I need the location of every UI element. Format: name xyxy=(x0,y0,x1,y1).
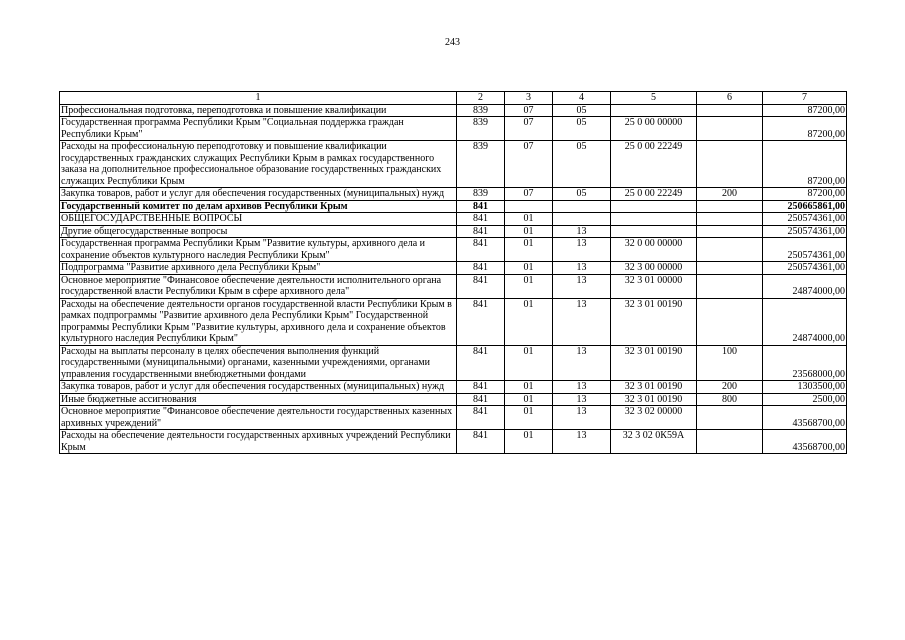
row-subsection-cell: 05 xyxy=(553,188,611,201)
row-target-article-cell xyxy=(611,200,697,213)
row-section-cell: 01 xyxy=(505,274,553,298)
row-expense-type-cell xyxy=(697,274,763,298)
row-target-article-cell: 32 3 02 00000 xyxy=(611,406,697,430)
row-expense-type-cell: 200 xyxy=(697,188,763,201)
row-section-cell: 01 xyxy=(505,430,553,454)
row-section-cell xyxy=(505,200,553,213)
row-sum-cell: 250574361,00 xyxy=(763,262,847,275)
row-section-cell: 01 xyxy=(505,238,553,262)
row-subsection-cell: 13 xyxy=(553,345,611,381)
row-subsection-cell xyxy=(553,213,611,226)
row-target-article-cell: 32 3 00 00000 xyxy=(611,262,697,275)
row-sum-cell: 250574361,00 xyxy=(763,225,847,238)
row-name-cell: Основное мероприятие "Финансовое обеспечение деятельности исполнительного органа государственной власти Республики Крым в сфере архивного дела" xyxy=(60,274,457,298)
row-sum-cell: 87200,00 xyxy=(763,117,847,141)
table-row xyxy=(60,117,847,141)
row-expense-type-cell xyxy=(697,430,763,454)
row-code-cell: 841 xyxy=(457,393,505,406)
header-cell-4: 4 xyxy=(553,92,611,105)
row-code-cell: 841 xyxy=(457,381,505,394)
row-code-cell: 841 xyxy=(457,213,505,226)
row-section-cell: 01 xyxy=(505,298,553,345)
row-expense-type-cell: 800 xyxy=(697,393,763,406)
row-subsection-cell: 13 xyxy=(553,274,611,298)
row-sum-cell: 24874000,00 xyxy=(763,298,847,345)
row-code-cell: 841 xyxy=(457,200,505,213)
row-sum-cell: 2500,00 xyxy=(763,393,847,406)
row-target-article-cell: 32 3 01 00190 xyxy=(611,298,697,345)
row-section-cell: 01 xyxy=(505,345,553,381)
row-target-article-cell: 32 3 01 00190 xyxy=(611,345,697,381)
row-name-cell: Государственная программа Республики Крым "Социальная поддержка граждан Республики Крым" xyxy=(60,117,457,141)
row-target-article-cell: 32 3 01 00190 xyxy=(611,393,697,406)
table-row xyxy=(60,274,847,298)
row-code-cell: 839 xyxy=(457,188,505,201)
row-code-cell: 841 xyxy=(457,262,505,275)
row-sum-cell: 43568700,00 xyxy=(763,406,847,430)
row-expense-type-cell: 100 xyxy=(697,345,763,381)
row-name-cell: Закупка товаров, работ и услуг для обеспечения государственных (муниципальных) нужд xyxy=(60,188,457,201)
table-row xyxy=(60,238,847,262)
row-target-article-cell: 25 0 00 00000 xyxy=(611,117,697,141)
row-expense-type-cell xyxy=(697,200,763,213)
table-row xyxy=(60,225,847,238)
header-cell-5: 5 xyxy=(611,92,697,105)
row-expense-type-cell xyxy=(697,225,763,238)
row-expense-type-cell xyxy=(697,104,763,117)
table-row xyxy=(60,406,847,430)
row-code-cell: 841 xyxy=(457,430,505,454)
row-code-cell: 841 xyxy=(457,225,505,238)
row-name-cell: Иные бюджетные ассигнования xyxy=(60,393,457,406)
row-target-article-cell: 25 0 00 22249 xyxy=(611,188,697,201)
row-subsection-cell: 05 xyxy=(553,117,611,141)
row-subsection-cell: 13 xyxy=(553,225,611,238)
row-sum-cell: 87200,00 xyxy=(763,141,847,188)
row-sum-cell: 87200,00 xyxy=(763,188,847,201)
row-section-cell: 01 xyxy=(505,381,553,394)
row-code-cell: 841 xyxy=(457,274,505,298)
row-name-cell: Основное мероприятие "Финансовое обеспечение деятельности государственных казенных архивных учреждений" xyxy=(60,406,457,430)
row-subsection-cell: 05 xyxy=(553,104,611,117)
row-sum-cell: 43568700,00 xyxy=(763,430,847,454)
table-row xyxy=(60,298,847,345)
row-name-cell: Расходы на обеспечение деятельности органов государственной власти Республики Крым в рамках подпрограммы "Развитие архивного дела Республики Крым" Государственной программы Республики Крым "Развитие культуры, архивного дела и сохранение объектов культурного наследия Республики Крым" xyxy=(60,298,457,345)
row-target-article-cell: 25 0 00 22249 xyxy=(611,141,697,188)
row-subsection-cell: 13 xyxy=(553,393,611,406)
row-code-cell: 841 xyxy=(457,238,505,262)
row-target-article-cell xyxy=(611,225,697,238)
table-header-row xyxy=(60,92,847,105)
row-name-cell: Расходы на обеспечение деятельности государственных архивных учреждений Республики Крым xyxy=(60,430,457,454)
row-section-cell: 01 xyxy=(505,393,553,406)
table-row xyxy=(60,104,847,117)
header-cell-1: 1 xyxy=(60,92,457,105)
row-target-article-cell: 32 0 00 00000 xyxy=(611,238,697,262)
row-name-cell: Другие общегосударственные вопросы xyxy=(60,225,457,238)
row-expense-type-cell xyxy=(697,117,763,141)
row-sum-cell: 1303500,00 xyxy=(763,381,847,394)
row-subsection-cell: 05 xyxy=(553,141,611,188)
row-expense-type-cell xyxy=(697,298,763,345)
row-target-article-cell: 32 3 01 00190 xyxy=(611,381,697,394)
row-name-cell: ОБЩЕГОСУДАРСТВЕННЫЕ ВОПРОСЫ xyxy=(60,213,457,226)
row-name-cell: Подпрограмма "Развитие архивного дела Республики Крым" xyxy=(60,262,457,275)
row-sum-cell: 250665861,00 xyxy=(763,200,847,213)
row-subsection-cell: 13 xyxy=(553,238,611,262)
row-subsection-cell: 13 xyxy=(553,406,611,430)
row-expense-type-cell xyxy=(697,406,763,430)
table-row xyxy=(60,381,847,394)
row-subsection-cell: 13 xyxy=(553,430,611,454)
row-subsection-cell: 13 xyxy=(553,298,611,345)
table-row xyxy=(60,262,847,275)
row-section-cell: 01 xyxy=(505,225,553,238)
row-name-cell: Государственная программа Республики Крым "Развитие культуры, архивного дела и сохранение объектов культурного наследия Республики Крым" xyxy=(60,238,457,262)
row-expense-type-cell xyxy=(697,213,763,226)
row-target-article-cell: 32 3 02 0К59А xyxy=(611,430,697,454)
header-cell-6: 6 xyxy=(697,92,763,105)
row-expense-type-cell xyxy=(697,238,763,262)
row-sum-cell: 250574361,00 xyxy=(763,213,847,226)
row-name-cell: Профессиональная подготовка, переподготовка и повышение квалификации xyxy=(60,104,457,117)
budget-table xyxy=(59,91,847,454)
table-row xyxy=(60,393,847,406)
row-subsection-cell xyxy=(553,200,611,213)
row-target-article-cell xyxy=(611,104,697,117)
row-code-cell: 839 xyxy=(457,141,505,188)
row-section-cell: 07 xyxy=(505,141,553,188)
row-section-cell: 07 xyxy=(505,188,553,201)
row-code-cell: 841 xyxy=(457,298,505,345)
row-expense-type-cell xyxy=(697,262,763,275)
table-row xyxy=(60,345,847,381)
row-code-cell: 839 xyxy=(457,117,505,141)
row-code-cell: 841 xyxy=(457,345,505,381)
header-cell-7: 7 xyxy=(763,92,847,105)
table-row xyxy=(60,213,847,226)
table-row xyxy=(60,141,847,188)
table-row xyxy=(60,430,847,454)
row-subsection-cell: 13 xyxy=(553,381,611,394)
row-section-cell: 07 xyxy=(505,117,553,141)
row-expense-type-cell xyxy=(697,141,763,188)
header-cell-3: 3 xyxy=(505,92,553,105)
page-number: 243 xyxy=(445,37,460,48)
row-name-cell: Государственный комитет по делам архивов Республики Крым xyxy=(60,200,457,213)
row-sum-cell: 87200,00 xyxy=(763,104,847,117)
row-code-cell: 841 xyxy=(457,406,505,430)
row-target-article-cell: 32 3 01 00000 xyxy=(611,274,697,298)
row-name-cell: Расходы на выплаты персоналу в целях обеспечения выполнения функций государственными (муниципальными) органами, казенными учреждениями, органами управления государственными внебюджетными фондами xyxy=(60,345,457,381)
table-row xyxy=(60,188,847,201)
row-section-cell: 07 xyxy=(505,104,553,117)
row-name-cell: Расходы на профессиональную переподготовку и повышение квалификации государственных гражданских служащих Республики Крым в рамках государственного заказа на дополнительное профессиональное образование государственных гражданских служащих Республики Крым xyxy=(60,141,457,188)
table-body xyxy=(60,92,847,454)
row-section-cell: 01 xyxy=(505,262,553,275)
header-cell-2: 2 xyxy=(457,92,505,105)
row-sum-cell: 24874000,00 xyxy=(763,274,847,298)
row-target-article-cell xyxy=(611,213,697,226)
row-code-cell: 839 xyxy=(457,104,505,117)
row-sum-cell: 250574361,00 xyxy=(763,238,847,262)
table-row xyxy=(60,200,847,213)
row-section-cell: 01 xyxy=(505,406,553,430)
row-sum-cell: 23568000,00 xyxy=(763,345,847,381)
row-name-cell: Закупка товаров, работ и услуг для обеспечения государственных (муниципальных) нужд xyxy=(60,381,457,394)
row-section-cell: 01 xyxy=(505,213,553,226)
row-subsection-cell: 13 xyxy=(553,262,611,275)
row-expense-type-cell: 200 xyxy=(697,381,763,394)
